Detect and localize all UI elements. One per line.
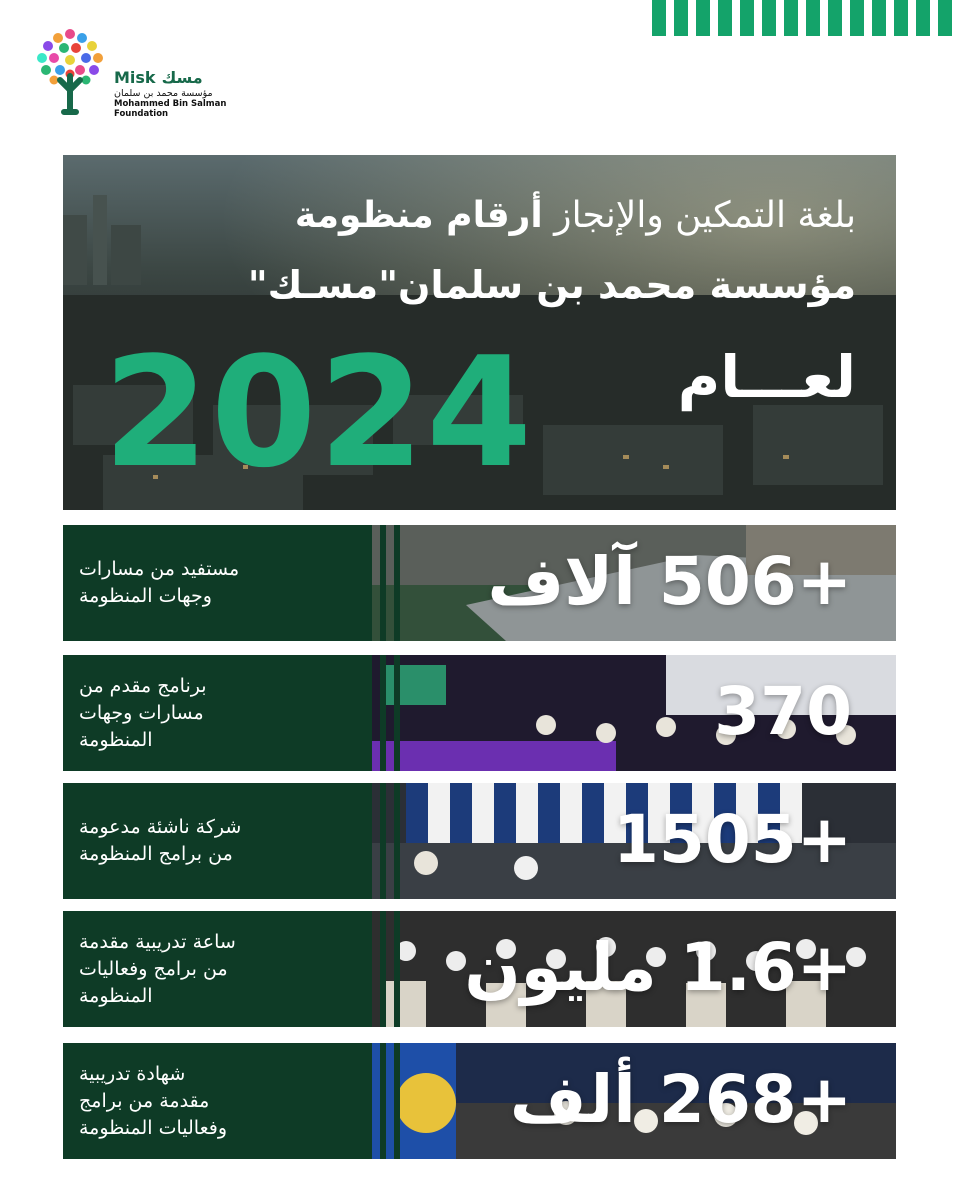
stat-description [79,655,351,771]
hero-title-regular: بلغة التمكين والإنجاز [542,195,856,236]
stat-description-line: مستفيد من مسارات [79,558,240,580]
stat-value: +506 آلاف [487,543,852,620]
stat-description-line: شهادة تدريبية [79,1062,186,1085]
stat-description [79,783,351,899]
stat-description-line: من برامج المنظومة [79,843,233,865]
divider-bars [366,1043,416,1159]
brand-name-ar: مسك [161,68,203,87]
stat-description-line: المنظومة [79,728,153,751]
stat-card-certificates [63,1043,896,1159]
stat-description [79,911,351,1027]
divider-bars [366,783,416,899]
stat-card-beneficiaries [63,525,896,641]
divider-bars [366,525,416,641]
stat-card-startups [63,783,896,899]
stat-description-line: وفعاليات المنظومة [79,1116,228,1139]
stat-value: +1.6 مليون [464,929,852,1006]
stat-value: +1505 [612,801,852,878]
tree-logo-icon [30,24,110,116]
stat-description-line: ساعة تدريبية مقدمة [79,930,236,953]
stat-description-line: شركة ناشئة مدعومة [79,816,242,838]
brand-name-en: Misk [114,68,156,87]
stat-description [79,525,351,641]
stat-description [79,1043,351,1159]
hero-title-line2: مؤسسة محمد بن سلمان"مسـك" [247,263,856,307]
divider-bars [366,911,416,1027]
hero-title-line1 [295,195,856,236]
stat-description-line: مقدمة من برامج [79,1089,210,1112]
stat-description-line: من برامج وفعاليات [79,957,228,980]
stat-description-line: مسارات وجهات [79,701,204,724]
misk-logo [30,24,230,124]
hero-title-bold: أرقام منظومة [294,195,543,236]
stat-card-programs [63,655,896,771]
hero-banner [63,155,896,510]
stat-value: +268 ألف [509,1061,852,1138]
hero-year: 2024 [103,324,535,501]
stat-description-line: برنامج مقدم من [79,674,207,697]
stat-description-line: المنظومة [79,984,153,1007]
brand-subtitle-ar: مؤسسة محمد بن سلمان [114,88,213,99]
hero-title-line3: لعـــام [677,343,856,411]
divider-bars [366,655,416,771]
brand-subtitle-en: Mohammed Bin Salman Foundation [114,99,227,119]
stat-description-line: وجهات المنظومة [79,585,212,607]
stat-card-training-hours [63,911,896,1027]
top-stripes-decoration [652,0,960,36]
brand-text [114,68,234,119]
stat-value: 370 [714,673,852,750]
